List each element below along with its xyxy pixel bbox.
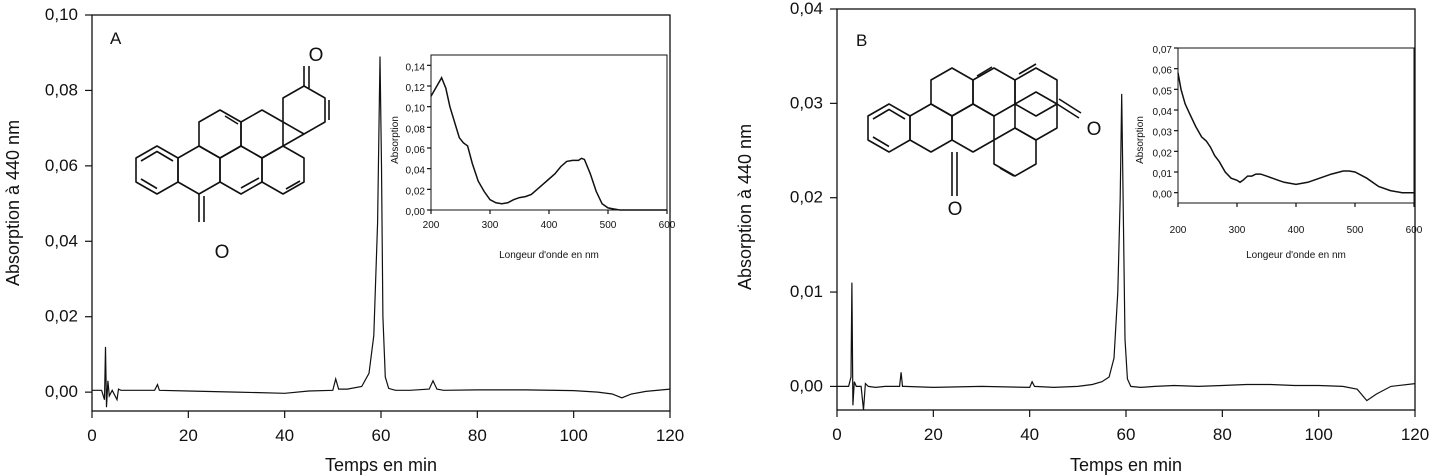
panel-b-x-tick-label: 100: [1304, 425, 1333, 444]
panel-b-inset-x-tick-label: 200: [1169, 225, 1187, 236]
panel-b-inset-y-tick-label: 0,00: [1152, 189, 1172, 201]
panel-b-inset-y-tick-label: 0,04: [1152, 107, 1172, 118]
panel-a-x-tick-label: 80: [467, 426, 487, 445]
panel-b-x-tick-label: 80: [1212, 425, 1232, 444]
panel-b-x-tick-label: 20: [923, 425, 943, 444]
panel-a-inset-x-title: Longeur d'onde en nm: [499, 250, 599, 261]
panel-b-x-tick-label: 120: [1400, 425, 1430, 444]
panel-a-inset-x-tick-label: 300: [481, 220, 499, 231]
panel-b-y-tick-label: 0,00: [789, 376, 823, 396]
panel-b-inset-y-tick-label: 0,02: [1152, 148, 1172, 160]
panel-b-inset-y-tick-label: 0,05: [1152, 86, 1172, 98]
panel-b-inset-y-tick-label: 0,03: [1152, 127, 1172, 139]
panel-a-inset-y-tick-label: 0,12: [405, 83, 425, 94]
panel-a-y-tick-label: 0,00: [44, 382, 78, 402]
panel-b-inset-y-tick-label: 0,07: [1152, 45, 1172, 56]
panel-b-x-axis: [832, 410, 1429, 444]
panel-a-y-axis: [45, 5, 92, 401]
panel-b-inset-x-tick-label: 400: [1287, 225, 1305, 236]
panel-b-inset-x-title: Longeur d'onde en nm: [1246, 250, 1346, 261]
panel-b-inset-y-tick-label: 0,06: [1152, 65, 1172, 77]
panel-a-y-tick-label: 0,02: [44, 306, 78, 326]
panel-b-ring-3: [931, 68, 973, 116]
panel-a-ring-link: [283, 134, 304, 146]
panel-a-inset-y-axis: [406, 62, 431, 218]
panel-b-ring-1: [868, 104, 910, 152]
panel-a-inset-y-tick-label: 0,08: [405, 124, 425, 136]
panel-a-x-axis-title: Temps en min: [324, 455, 438, 475]
panel-b-carbonyl-bond-2b: [1059, 99, 1081, 113]
panel-b-ring-7-bond: [1000, 168, 1014, 176]
panel-b-y-axis-title: Absorption à 440 nm: [735, 123, 755, 291]
panel-a-y-tick-label: 0,06: [44, 155, 78, 175]
panel-a-x-tick-label: 60: [371, 426, 391, 445]
panel-b-ring-2: [910, 104, 952, 152]
panel-b-y-tick-label: 0,04: [789, 0, 823, 18]
panel-b-letter: B: [856, 31, 868, 50]
panel-a-y-tick-label: 0,04: [44, 231, 78, 251]
panel-a-molecule-structure: [136, 66, 329, 222]
panel-a-inset-frame: [431, 55, 667, 210]
panel-b-molecule-structure: [868, 64, 1081, 196]
panel-a-y-tick-label: 0,10: [44, 5, 78, 24]
panel-b-y-axis: [790, 0, 837, 395]
panel-a-x-tick-label: 120: [655, 426, 685, 445]
panel-b-inset-y-tick-label: 0,01: [1152, 169, 1172, 180]
panel-a-oxygen-top: O: [308, 45, 324, 66]
panel-a-inset-x-tick-label: 500: [599, 220, 617, 231]
panel-b-ring-4-bond: [977, 67, 992, 76]
panel-b-x-tick-label: 40: [1020, 425, 1040, 444]
panel-a-inset-y-tick-label: 0,10: [405, 103, 425, 115]
panel-a-ring-1: [136, 146, 178, 194]
panel-a-ring-2: [178, 146, 220, 194]
panel-a-x-tick-label: 100: [559, 426, 588, 445]
panel-a-inset-x-tick-label: 200: [422, 220, 440, 231]
panel-a-inset-x-tick-label: 400: [540, 220, 558, 231]
panel-b-x-tick-label: 0: [832, 425, 842, 444]
panel-b-oxygen-bottom: O: [947, 199, 963, 220]
panel-b-inset-x-tick-label: 600: [1405, 225, 1423, 236]
panel-b-inset-frame: [1178, 48, 1414, 203]
panel-b: [735, 0, 1429, 475]
panel-a-ring-6: [220, 146, 262, 194]
panel-a-letter: A: [110, 29, 122, 48]
panel-a-inset-x-tick-label: 600: [658, 220, 676, 231]
panel-b-ring-6: [952, 104, 994, 152]
panel-a-inset-y-tick-label: 0,00: [405, 207, 425, 218]
panel-b-inset-x-tick-label: 300: [1228, 225, 1246, 236]
panel-a-inset-y-tick-label: 0,06: [405, 145, 425, 156]
panel-a-inset-y-tick-label: 0,14: [405, 62, 425, 74]
panel-b-x-tick-label: 60: [1116, 425, 1136, 444]
panel-b-x-axis-title: Temps en min: [1069, 455, 1183, 475]
panel-b-carbonyl-bond-2: [1057, 104, 1079, 118]
panel-a-inset: [390, 55, 676, 261]
panel-a-ring-3: [199, 110, 241, 158]
panel-a-inset-x-axis: [423, 210, 676, 231]
panel-b-inset-y-title: Absorption: [1135, 116, 1146, 164]
panel-b-oxygen-right: O: [1086, 119, 1102, 140]
panel-b-inset: [1135, 45, 1423, 261]
panel-b-inset-y-axis: [1153, 45, 1178, 201]
panel-a-x-tick-label: 40: [275, 426, 295, 445]
panel-a-ring-7: [262, 146, 304, 194]
panel-a-ring-2-bond: [241, 178, 259, 188]
panel-a-ring-4: [241, 110, 283, 158]
panel-a: [3, 5, 684, 475]
panel-a-inset-y-tick-label: 0,04: [405, 165, 425, 177]
panel-a-ring-5: [283, 86, 325, 134]
panel-a-y-tick-label: 0,08: [44, 80, 78, 100]
panel-b-y-tick-label: 0,03: [789, 93, 823, 113]
panel-a-x-tick-label: 20: [178, 426, 198, 445]
panel-b-y-tick-label: 0,02: [789, 187, 823, 207]
panel-a-y-axis-title: Absorption à 440 nm: [3, 119, 23, 287]
panel-a-inset-y-tick-label: 0,02: [405, 186, 425, 198]
panel-a-x-tick-label: 0: [87, 426, 97, 445]
panel-b-inset-x-tick-label: 500: [1346, 225, 1364, 236]
panel-a-oxygen-bottom: O: [214, 242, 230, 263]
panel-b-y-tick-label: 0,01: [789, 282, 823, 302]
panel-a-inset-y-title: Absorption: [390, 116, 401, 164]
panel-a-x-axis: [87, 411, 684, 445]
panel-b-inset-x-axis: [1170, 203, 1423, 236]
